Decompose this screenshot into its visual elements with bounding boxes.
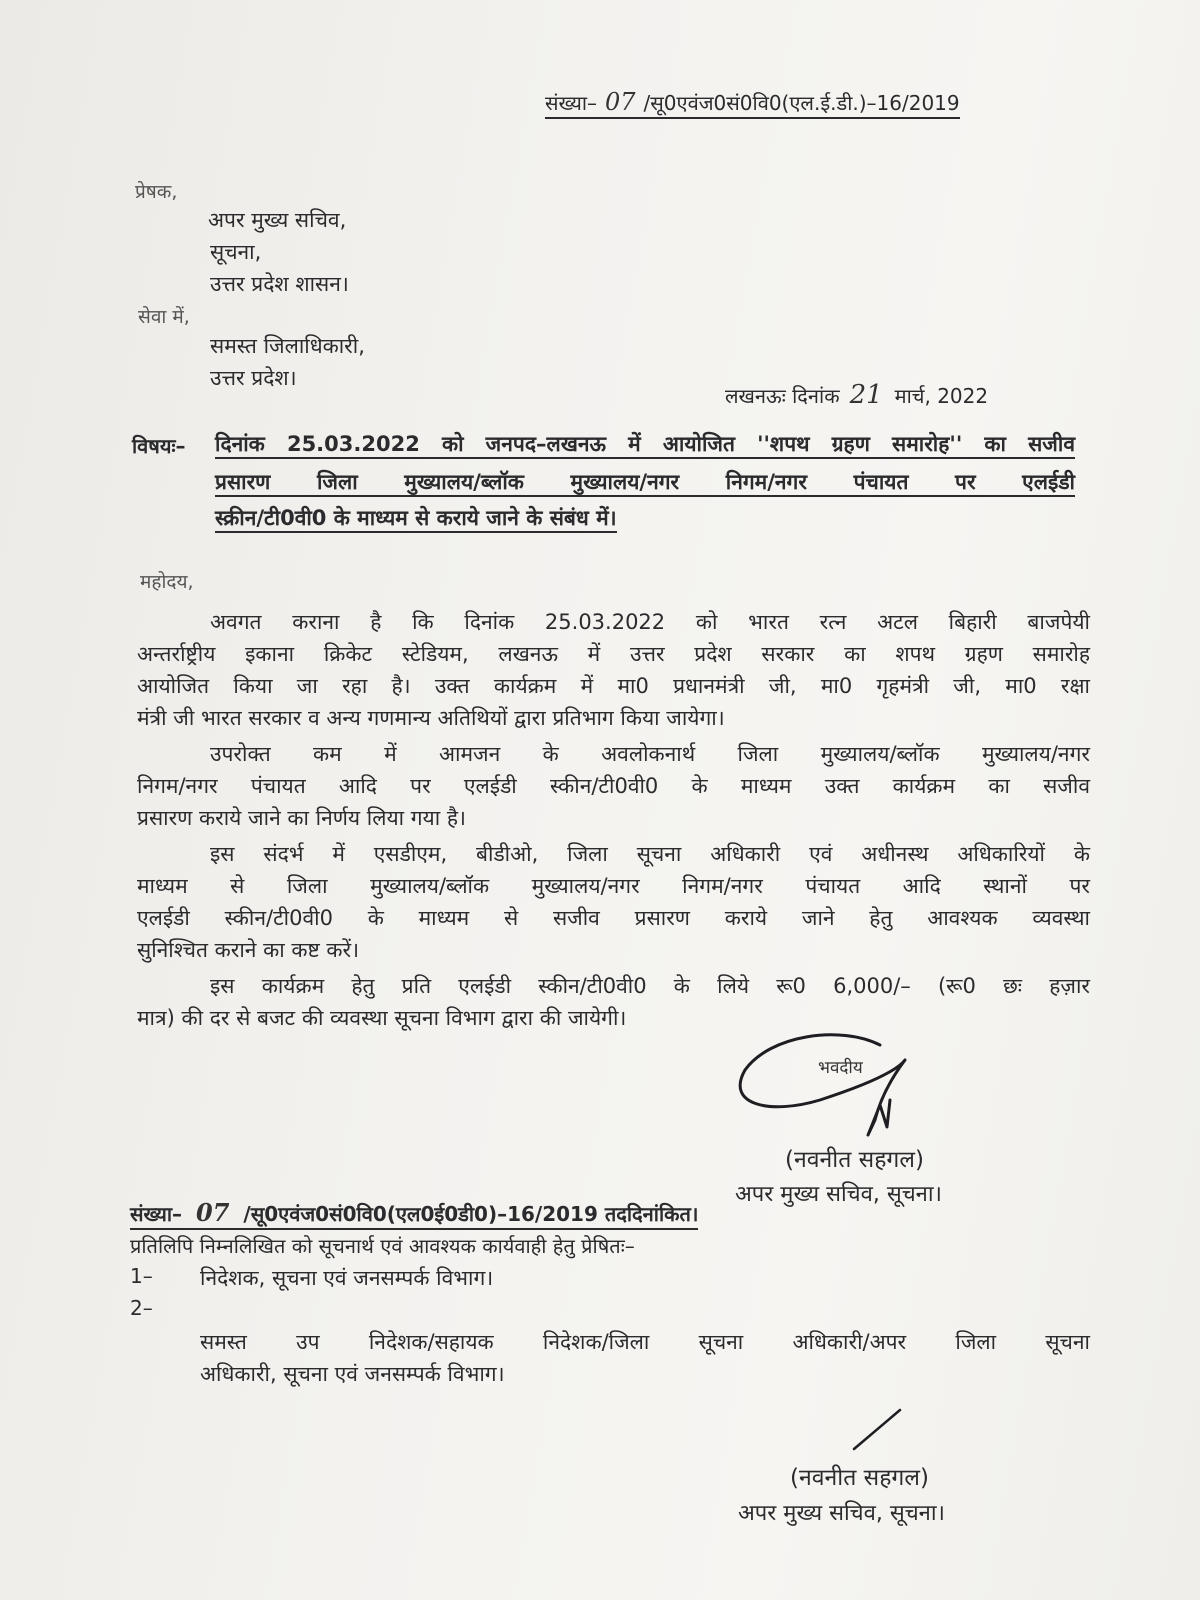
sender-line-3: उत्तर प्रदेश शासन। [210, 272, 349, 296]
body-p3-line-2: माध्यम से जिला मुख्यालय/ब्लॉक मुख्यालय/नगर निगम/नगर पंचायत आदि स्थानों पर [137, 874, 1090, 898]
body-p2-line-3: प्रसारण कराये जाने का निर्णय लिया गया है। [137, 806, 466, 830]
signatory-name-2: (नवनीत सहगल) [790, 1465, 929, 1491]
copy-item-2-number: 2– [130, 1296, 153, 1320]
body-p1-line-4: मंत्री जी भारत सरकार व अन्य गणमान्य अतिथियों द्वारा प्रतिभाग किया जायेगा। [137, 706, 725, 730]
sender-line-2: सूचना, [210, 240, 262, 264]
copy-item-1-number: 1– [130, 1264, 153, 1288]
copy-item-2-line-2: अधिकारी, सूचना एवं जनसम्पर्क विभाग। [200, 1362, 505, 1386]
ref-suffix: /सू0एवंज0सं0वि0(एल.ई.डी.)–16/2019 [643, 91, 960, 115]
recipient-label: सेवा में, [138, 306, 190, 328]
body-p4-line-2: मात्र) की दर से बजट की व्यवस्था सूचना विभाग द्वारा की जायेगी। [137, 1006, 627, 1030]
body-p3-line-1: इस संदर्भ में एसडीएम, बीडीओ, जिला सूचना अधिकारी एवं अधीनस्थ अधिकारियों के [210, 842, 1090, 866]
recipient-line-2: उत्तर प्रदेश। [210, 366, 297, 390]
copy-ref-handwritten-number: 07 [196, 1198, 230, 1227]
body-p3-line-3: एलईडी स्कीन/टी0वी0 के माध्यम से सजीव प्रसारण कराये जाने हेतु आवश्यक व्यवस्था [137, 906, 1090, 930]
ref-handwritten-number: 07 [605, 88, 636, 116]
signatory-designation-1: अपर मुख्य सचिव, सूचना। [735, 1182, 942, 1207]
letter-date: लखनऊः दिनांक 21 मार्च, 2022 [725, 380, 989, 410]
subject-line-1: दिनांक 25.03.2022 को जनपद–लखनऊ में आयोजित ''शपथ ग्रहण समारोह'' का सजीव [215, 430, 1075, 458]
signatory-designation-2: अपर मुख्य सचिव, सूचना। [738, 1501, 945, 1526]
reference-number [545, 88, 960, 119]
copy-intro: प्रतिलिपि निम्नलिखित को सूचनार्थ एवं आवश्यक कार्यवाही हेतु प्रेषितः– [130, 1234, 635, 1258]
ref-prefix: संख्या– [545, 91, 597, 115]
subject-line-2: प्रसारण जिला मुख्यालय/ब्लॉक मुख्यालय/नगर निगम/नगर पंचायत पर एलईडी [215, 468, 1075, 496]
body-p2-line-1: उपरोक्त कम में आमजन के अवलोकनार्थ जिला मुख्यालय/ब्लॉक मुख्यालय/नगर [210, 742, 1090, 766]
salutation: महोदय, [140, 571, 194, 593]
body-p3-line-4: सुनिश्चित कराने का कष्ट करें। [137, 938, 360, 962]
signatory-name-1: (नवनीत सहगल) [785, 1147, 924, 1173]
sender-label: प्रेषक, [135, 181, 178, 203]
closing-bhavdiya: भवदीय [818, 1058, 863, 1078]
copy-item-2-line-1: समस्त उप निदेशक/सहायक निदेशक/जिला सूचना अधिकारी/अपर जिला सूचना [200, 1330, 1090, 1354]
signature-scribble-1 [730, 1025, 930, 1150]
recipient-line-1: समस्त जिलाधिकारी, [210, 334, 365, 358]
subject-line-3: स्क्रीन/टी0वी0 के माध्यम से कराये जाने के संबंध में। [215, 504, 617, 532]
sender-line-1: अपर मुख्य सचिव, [208, 208, 347, 232]
body-p1-line-1: अवगत कराना है कि दिनांक 25.03.2022 को भारत रत्न अटल बिहारी बाजपेयी [210, 610, 1090, 634]
copy-item-1-text: निदेशक, सूचना एवं जनसम्पर्क विभाग। [200, 1266, 494, 1290]
body-p1-line-3: आयोजित किया जा रहा है। उक्त कार्यक्रम में मा0 प्रधानमंत्री जी, मा0 गृहमंत्री जी, मा0 रक्षा [137, 674, 1090, 698]
copy-reference-number: संख्या– 07 /सू0एवंज0सं0वि0(एल0ई0डी0)–16/2019 तददिनांकित। [130, 1198, 698, 1230]
date-handwritten-day: 21 [849, 380, 883, 410]
subject-label: विषयः– [132, 434, 186, 458]
body-p2-line-2: निगम/नगर पंचायत आदि पर एलईडी स्कीन/टी0वी0 के माध्यम उक्त कार्यक्रम का सजीव [137, 774, 1090, 798]
body-p4-line-1: इस कार्यक्रम हेतु प्रति एलईडी स्कीन/टी0वी0 के लिये रू0 6,000/– (रू0 छः हज़ार [210, 974, 1090, 998]
body-p1-line-2: अन्तर्राष्ट्रीय इकाना क्रिकेट स्टेडियम, लखनऊ में उत्तर प्रदेश सरकार का शपथ ग्रहण समारोह [137, 642, 1090, 666]
signature-stroke-2 [848, 1405, 908, 1455]
